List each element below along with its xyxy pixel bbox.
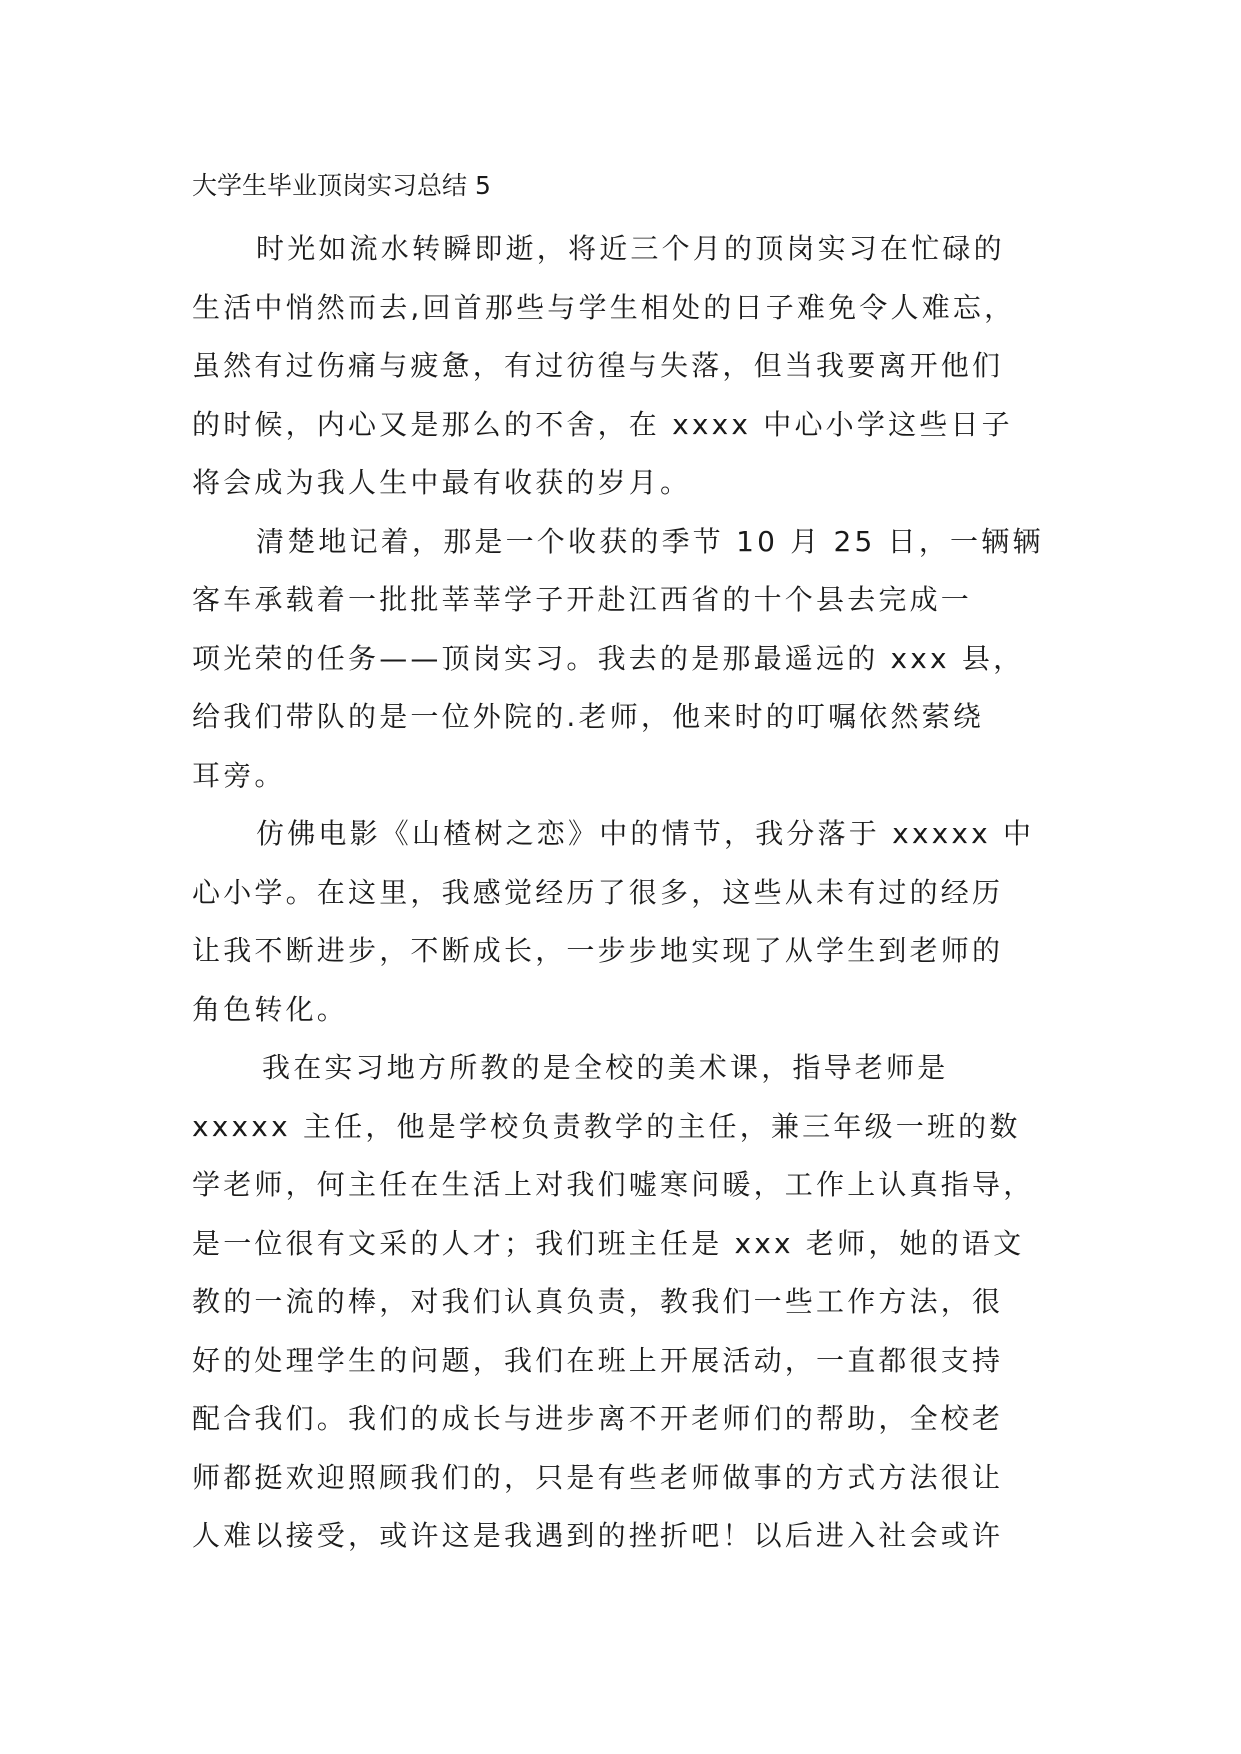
paragraph-line: 好的处理学生的问题，我们在班上开展活动，一直都很支持	[192, 1343, 1004, 1377]
paragraph-line: xxxxx 主任，他是学校负责教学的主任，兼三年级一班的数	[192, 1109, 1021, 1143]
paragraph-line: 人难以接受，或许这是我遇到的挫折吧！以后进入社会或许	[192, 1519, 1004, 1552]
paragraph-line: 客车承载着一批批莘莘学子开赴江西省的十个县去完成一	[192, 583, 973, 616]
paragraph-line: 给我们带队的是一位外院的.老师，他来时的叮嘱依然萦绕	[192, 700, 985, 733]
paragraph-line: 角色转化。	[192, 992, 349, 1026]
paragraph-line: 耳旁。	[192, 758, 286, 792]
paragraph-line: 我在实习地方所教的是全校的美术课，指导老师是	[262, 1051, 949, 1084]
paragraph-line: 的时候，内心又是那么的不舍，在 xxxx 中心小学这些日子	[192, 407, 1013, 441]
document-title: 大学生毕业顶岗实习总结 5	[192, 171, 491, 200]
paragraph-line: 虽然有过伤痛与疲惫，有过彷徨与失落，但当我要离开他们	[192, 349, 1004, 382]
paragraph-line: 将会成为我人生中最有收获的岁月。	[192, 466, 692, 499]
paragraph-line: 生活中悄然而去,回首那些与学生相处的日子难免令人难忘，	[192, 290, 1016, 324]
paragraph-line: 心小学。在这里，我感觉经历了很多，这些从未有过的经历	[192, 875, 1004, 909]
paragraph-line: 让我不断进步，不断成长，一步步地实现了从学生到老师的	[192, 934, 1004, 967]
paragraph-line: 清楚地记着，那是一个收获的季节 10 月 25 日，一辆辆	[256, 524, 1044, 558]
paragraph-line: 项光荣的任务——顶岗实习。我去的是那最遥远的 xxx 县，	[192, 641, 1025, 675]
paragraph-line: 学老师，何主任在生活上对我们嘘寒问暖，工作上认真指导，	[192, 1168, 1035, 1201]
paragraph-line: 时光如流水转瞬即逝，将近三个月的顶岗实习在忙碌的	[256, 232, 1005, 265]
document-body	[192, 220, 1052, 1566]
paragraph-line: 教的一流的棒，对我们认真负责，教我们一些工作方法，很	[192, 1285, 1004, 1318]
paragraph-line: 师都挺欢迎照顾我们的，只是有些老师做事的方式方法很让	[192, 1460, 1004, 1494]
paragraph-line: 是一位很有文采的人才；我们班主任是 xxx 老师，她的语文	[192, 1226, 1025, 1260]
paragraph-line: 仿佛电影《山楂树之恋》中的情节，我分落于 xxxxx 中	[256, 817, 1035, 850]
paragraph-line: 配合我们。我们的成长与进步离不开老师们的帮助，全校老	[192, 1402, 1004, 1435]
